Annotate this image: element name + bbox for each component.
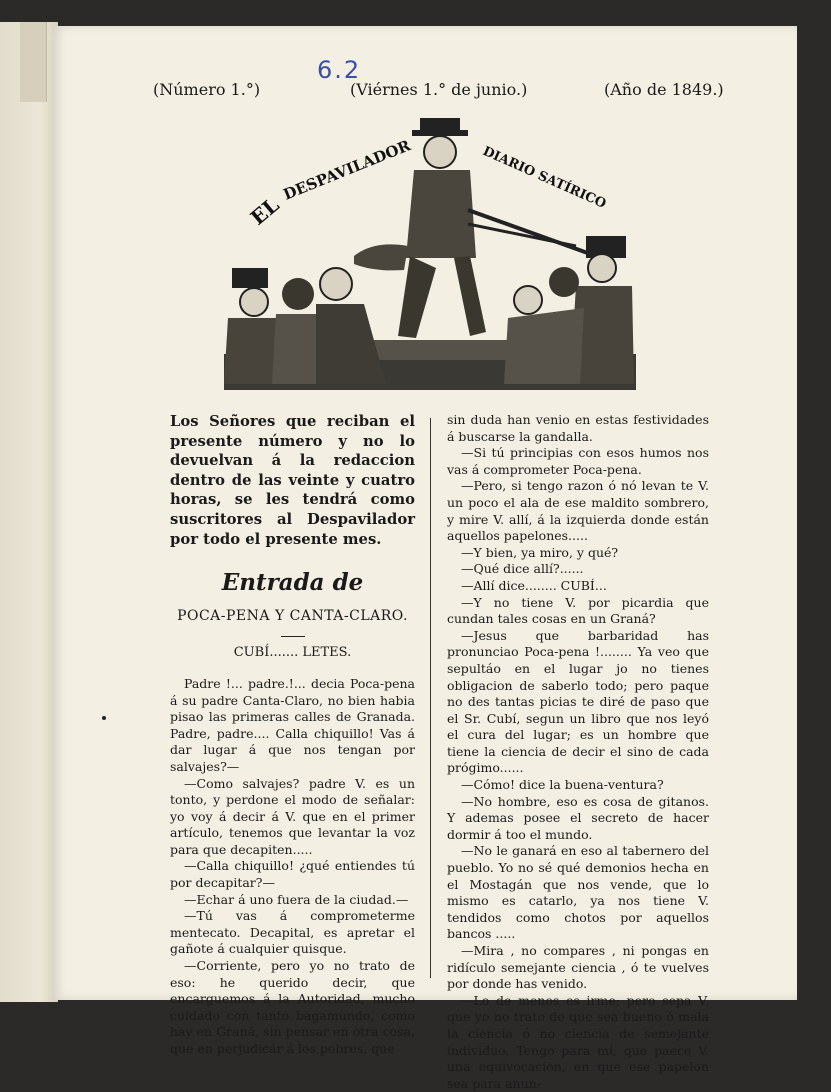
article-title: Entrada de bbox=[221, 569, 364, 597]
paragraph: —Echar á uno fuera de la ciudad.— bbox=[184, 891, 409, 907]
ink-spot bbox=[102, 716, 106, 720]
paragraph: Padre !... padre.!... decia Poca-pena á su padre Canta-Claro, no bien habia pisao las primeras calles de Granada. Padre, padre.... Calla chiquillo! Vas á dar lugar á que nos tengan por salvajes?— bbox=[170, 675, 415, 774]
masthead-despavilador: DESPAVILADOR bbox=[280, 136, 414, 204]
paragraph: —Qué dice allí?...... bbox=[461, 561, 584, 577]
paragraph: —No hombre, eso es cosa de gitanos. Y ademas posee el secreto de hacer dormir á too el mundo. bbox=[447, 793, 709, 842]
masthead-illustration bbox=[224, 118, 636, 392]
article-subtitle: POCA-PENA Y CANTA-CLARO. bbox=[177, 607, 408, 624]
paragraph: —Allí dice........ CUBÍ... bbox=[461, 577, 607, 593]
column-divider bbox=[430, 418, 431, 978]
title-rule bbox=[281, 636, 305, 637]
snuffer-pole bbox=[468, 210, 596, 256]
paragraph: —Corriente, pero yo no trato de eso: he querido decir, que encarguemos á la Autoridad, mucho cuidado con tanto bagamundo, como hay en Graná, sin pensar en otra cosa, que en perjudicár á los pobres, que bbox=[170, 958, 415, 1056]
paragraph: —Lo de menos es irme; pero sepa V. que yo no trato de que sea bueno ó mala la ciencia ó no ciencia de semejante individuo. Tengo para mí, que paece V. una equivocacion, en que ese papelon sea para anun- bbox=[447, 992, 709, 1091]
paragraph: sin duda han venio en estas festividades á buscarse la gandalla. bbox=[447, 412, 709, 444]
article-subheading: CUBÍ....... LETES. bbox=[233, 645, 352, 661]
issue-number: (Número 1.°) bbox=[153, 80, 261, 99]
issue-date: (Viérnes 1.° de junio.) bbox=[350, 80, 528, 99]
masthead-diario: DIARIO SATÍRICO bbox=[480, 143, 609, 212]
paragraph: —Si tú principias con esos humos nos vas á comprometer Poca-pena. bbox=[447, 445, 709, 477]
paragraph: —Cómo! dice la buena-ventura? bbox=[461, 777, 664, 793]
adjacent-page-edge bbox=[0, 22, 58, 1002]
right-column bbox=[447, 412, 709, 1092]
issue-year: (Año de 1849.) bbox=[604, 80, 724, 99]
paragraph: —Y bien, ya miro, y qué? bbox=[461, 544, 619, 560]
right-figures bbox=[504, 236, 634, 384]
paragraph: —Jesus que barbaridad has pronunciao Poca-pena !........ Ya veo que sepultáo en el lugar jo no tienes obligacion de saberlo todo; pero paque no des tantas picias te diré de paso que el Sr. Cubí, segun un libro que nos leyó el cura del lugar; es un hombre que tiene la ciencia de decir el sino de cada prógimo...... bbox=[447, 627, 709, 776]
left-column bbox=[170, 412, 415, 1058]
paragraph: —Como salvajes? padre V. es un tonto, y perdone el modo de señalar: yo voy á decir á V. que en el primer artículo, tenemos que levantar la voz para que decapiten..... bbox=[170, 775, 415, 857]
paragraph: —Calla chiquillo! ¿qué entiendes tú por decapitar?— bbox=[170, 858, 415, 891]
paragraph: —Y no tiene V. por picardia que cundan tales cosas en un Graná? bbox=[447, 594, 709, 627]
subscription-notice: Los Señores que reciban el presente número y no lo devuelvan á la redaccion dentro de las veinte y cuatro horas, se les tendrá como suscritores al Despavilador por todo el presente mes. bbox=[170, 413, 415, 548]
paragraph: —Mira , no compares , ni pongas en ridículo semejante ciencia , ó te vuelves por donde has venido. bbox=[447, 943, 709, 992]
page-fold bbox=[20, 22, 47, 102]
left-figures bbox=[224, 268, 386, 384]
manuscript-note: 6.2 bbox=[317, 56, 362, 84]
masthead-el: EL bbox=[245, 192, 284, 230]
paragraph: —No le ganará en eso al tabernero del pueblo. Yo no sé qué demonios hecha en el Mostagán que nos vende, que lo mismo es catarlo, ya nos tiene V. tendidos como chotos por aquellos bancos ..... bbox=[447, 843, 709, 942]
paragraph: —Tú vas á comprometerme mentecato. Decapital, es apretar el gañote á cualquier quisque. bbox=[170, 908, 415, 957]
paragraph: —Pero, si tengo razon ó nó levan te V. un poco el ala de ese maldito sombrero, y mire V. allí, á la izquierda donde están aquellos papelones..... bbox=[447, 478, 709, 544]
